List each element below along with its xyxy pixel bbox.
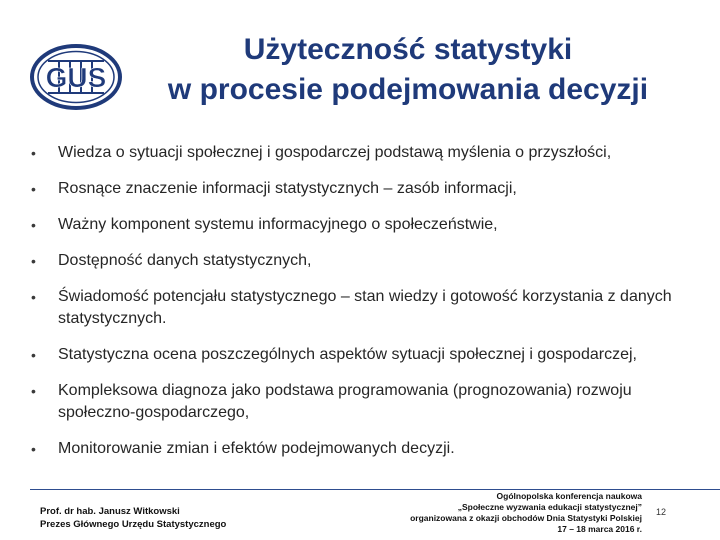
bullet-text: Rosnące znaczenie informacji statystycznych – zasób informacji, [58,180,517,197]
bullet-item [30,286,700,330]
slide-title-line-1: Użyteczność statystyki [243,33,573,66]
gus-logo [30,44,122,110]
bullet-icon: • [31,145,36,161]
bullet-text: Monitorowanie zmian i efektów podejmowanych decyzji. [58,440,455,457]
bullet-item [30,178,700,200]
bullet-icon: • [31,347,36,363]
bullet-text: Statystyczna ocena poszczególnych aspektów sytuacji społecznej i gospodarczej, [58,346,637,363]
footer-author [40,505,226,531]
author-title: Prezes Głównego Urzędu Statystycznego [40,519,227,530]
conference-line-4: 17 – 18 marca 2016 r. [557,524,642,534]
bullet-icon: • [31,441,36,457]
bullet-icon: • [31,181,36,197]
author-name: Prof. dr hab. Janusz Witkowski [40,506,180,517]
bullet-item [30,142,700,164]
svg-text:GUS: GUS [45,62,107,93]
bullet-item [30,250,700,272]
gus-logo-icon [30,44,122,110]
conference-line-1: Ogólnopolska konferencja naukowa [496,491,642,501]
bullet-icon: • [31,383,36,399]
bullet-item [30,438,700,460]
bullet-icon: • [31,253,36,269]
bullet-text: Dostępność danych statystycznych, [58,252,312,269]
bullet-item [30,214,700,236]
bullet-text: Świadomość potencjału statystycznego – stan wiedzy i gotowość korzystania z danych statystycznych. [58,288,672,327]
slide-title [128,30,688,110]
bullet-text: Kompleksowa diagnoza jako podstawa programowania (prognozowania) rozwoju społeczno-gospodarczego, [58,382,632,421]
page-number: 12 [655,507,666,517]
conference-line-3: organizowana z okazji obchodów Dnia Statystyki Polskiej [410,513,642,523]
bullet-icon: • [31,217,36,233]
bullet-item [30,344,700,366]
bullet-item [30,380,700,424]
slide-title-line-2: w procesie podejmowania decyzji [167,73,649,106]
bullet-list [30,142,700,474]
bullet-text: Wiedza o sytuacji społecznej i gospodarczej podstawą myślenia o przyszłości, [58,144,612,161]
bullet-icon: • [31,289,36,305]
conference-line-2: „Społeczne wyzwania edukacji statystycznej” [457,502,642,512]
bullet-text: Ważny komponent systemu informacyjnego o społeczeństwie, [58,216,498,233]
footer-conference [410,491,642,535]
footer-divider [30,489,720,490]
